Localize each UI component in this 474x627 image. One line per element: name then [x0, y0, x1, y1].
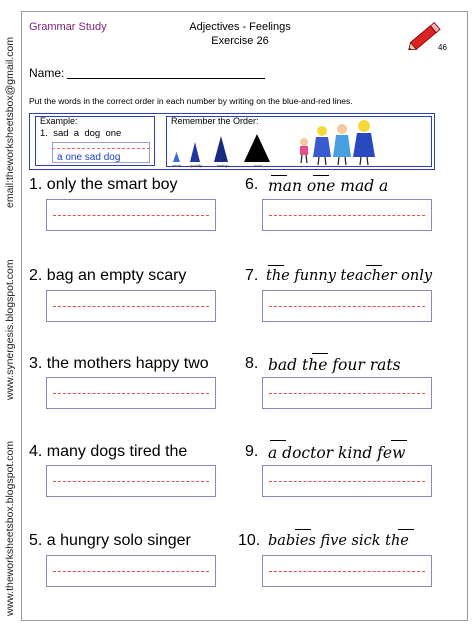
overline-mark [268, 265, 284, 266]
dashed-guide [269, 393, 425, 394]
exercise-10-number: 10. [238, 532, 261, 549]
exercise-10-words: babies five sick the [268, 533, 409, 549]
exercise-words: many dogs tired the [46, 443, 188, 460]
exercise-8-number: 8. [245, 355, 259, 372]
dashed-guide [53, 306, 209, 307]
kids-illustration-icon [292, 117, 382, 167]
answer-box-8[interactable] [262, 377, 432, 409]
dashed-guide [53, 215, 209, 216]
exercise-words: only the smart boy [46, 176, 178, 193]
overline-mark [271, 175, 287, 176]
name-label: Name: [29, 66, 65, 80]
exercise-number: 2. [29, 267, 43, 284]
sidebar-blog-1: www.synergesis.blogspot.com [4, 259, 16, 400]
overline-mark [313, 175, 329, 176]
order-label-article: article [172, 164, 182, 168]
page-number: 46 [438, 43, 447, 52]
exercise-6-number: 6. [245, 176, 259, 193]
exercise-9-words: a doctor kind few [268, 444, 406, 462]
dashed-guide [269, 306, 425, 307]
dashed-guide [53, 571, 209, 572]
exercise-number: 5. [29, 532, 43, 549]
dashed-guide [269, 571, 425, 572]
overline-mark [270, 440, 286, 441]
instructions: Put the words in the correct order in each number by writing on the blue-and-red lines. [29, 96, 353, 106]
overline-mark [295, 529, 311, 530]
exercise-6-words: man one mad a [268, 177, 389, 195]
header-category: Grammar Study [29, 21, 107, 33]
dashed-guide [53, 393, 209, 394]
answer-box-7[interactable] [262, 290, 432, 322]
example-words: 1. sad a dog one [40, 128, 122, 139]
answer-box-4[interactable] [46, 465, 216, 497]
sidebar-email: email:theworksheetsbox@gmail.com [4, 36, 16, 208]
answer-box-2[interactable] [46, 290, 216, 322]
exercise-words: a hungry solo singer [46, 532, 191, 549]
remember-order-title: Remember the Order: [171, 116, 259, 126]
order-label-noun: noun [254, 164, 262, 168]
sidebar-blog-2: www.theworksheetsbox.blogspot.com [4, 440, 16, 616]
exercise-label: Exercise 26 [211, 35, 269, 47]
overline-mark [391, 440, 407, 441]
answer-box-3[interactable] [46, 377, 216, 409]
answer-box-10[interactable] [262, 555, 432, 587]
order-label-quantity: quantity [190, 164, 203, 168]
exercise-number: 4. [29, 443, 43, 460]
exercise-2 [29, 267, 186, 285]
answer-box-1[interactable] [46, 199, 216, 231]
example-title: Example: [40, 116, 78, 126]
exercise-words: bag an empty scary [46, 267, 187, 284]
exercise-8-words: bad the four rats [268, 356, 401, 374]
exercise-7-words: the funny teacher only [266, 268, 433, 284]
exercise-9-number: 9. [245, 443, 259, 460]
example-answer: a one sad dog [57, 152, 121, 163]
answer-box-9[interactable] [262, 465, 432, 497]
overline-mark [398, 529, 414, 530]
answer-box-5[interactable] [46, 555, 216, 587]
name-field[interactable] [67, 78, 265, 79]
exercise-number: 3. [29, 355, 43, 372]
exercise-number: 1. [29, 176, 43, 193]
dashed-guide [269, 481, 425, 482]
order-label-feelings: feelings [217, 164, 230, 168]
answer-box-6[interactable] [262, 199, 432, 231]
dashed-guide [53, 481, 209, 482]
example-dashed-line [52, 148, 150, 149]
order-triangles-icon [170, 128, 280, 166]
exercise-5 [29, 532, 191, 550]
overline-mark [312, 353, 328, 354]
worksheet-title: Adjectives - Feelings [189, 21, 291, 33]
overline-mark [366, 265, 382, 266]
exercise-words: the mothers happy two [46, 355, 209, 372]
exercise-1 [29, 176, 178, 194]
exercise-7-number: 7. [245, 267, 259, 284]
exercise-3 [29, 355, 209, 373]
exercise-4 [29, 443, 187, 461]
dashed-guide [269, 215, 425, 216]
